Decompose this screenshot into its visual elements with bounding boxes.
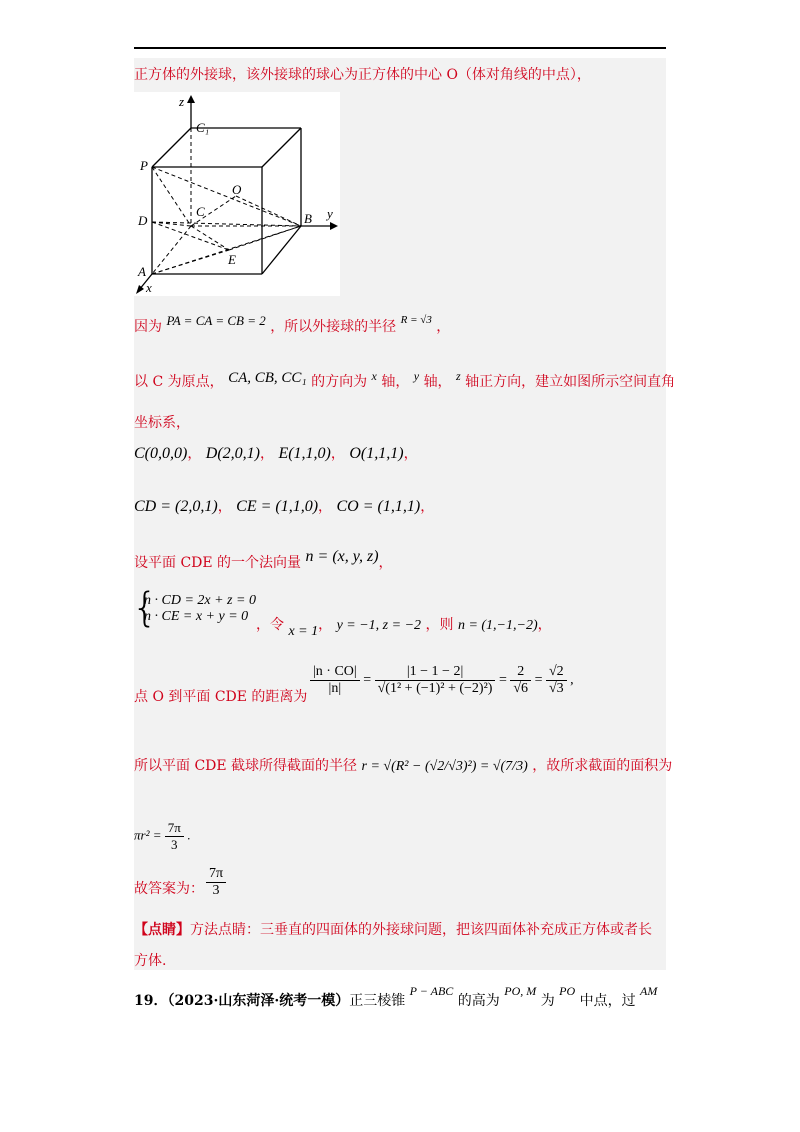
because-line [134, 313, 451, 336]
label-B: B [304, 211, 312, 226]
q19-text3: 为 [540, 993, 555, 1009]
origin-mid1: 的方向为 [311, 374, 368, 390]
dist-num2: |1 − 1 − 2| [375, 664, 496, 681]
origin-line [134, 371, 675, 391]
answer-den: 3 [212, 883, 220, 898]
dist-den4: √3 [548, 681, 564, 696]
intro-text: 正方体的外接球，该外接球的球心为正方体的中心 O（体对角线的中点）， [134, 67, 591, 83]
area-left: πr² = [134, 827, 162, 843]
origin-mid2: 轴， [381, 374, 410, 390]
label-C1: C₁ [196, 120, 210, 135]
because-math: PA = CA = CB = 2 [166, 313, 266, 328]
axis-vectors: CA, CB, CC₁ [228, 370, 307, 386]
area-num: 7π [165, 820, 184, 837]
q19-text2: 的高为 [457, 993, 500, 1009]
dist-den1: |n| [328, 681, 342, 696]
section-math: r = √(R² − (√2/√3)²) = √(7/3) [361, 759, 528, 774]
q19-source: （2023·山东菏泽·统考一模） [167, 993, 350, 1009]
system-tail: ，令 x = 1， y = −1, z = −2 ，则 n = (1,−1,−2)， [256, 617, 552, 639]
section-line [134, 755, 672, 775]
q19-text4: 中点，过 [579, 993, 636, 1009]
tip-line2: 方体. [134, 953, 167, 969]
vector-CO: CO = (1,1,1) [336, 498, 421, 515]
point-O: O(1,1,1) [349, 445, 404, 462]
system-line2: n · CE = x + y = 0 [144, 609, 249, 624]
area-den: 3 [171, 837, 178, 852]
dist-num3: 2 [510, 664, 531, 681]
header-rule [134, 47, 666, 49]
vector-CE: CE = (1,1,0) [236, 498, 319, 515]
let-x: x = 1 [288, 624, 319, 639]
answer-value [206, 866, 226, 899]
point-C: C(0,0,0) [134, 445, 188, 462]
question-19 [134, 984, 658, 1010]
tip-tag: 【点睛】 [134, 922, 190, 938]
axis-z: z [456, 369, 461, 383]
normal-line: 设平面 CDE 的一个法向量 n = (x, y, z)， [134, 548, 393, 571]
normal-math: n = (x, y, z) [305, 548, 379, 565]
section-prefix: 所以平面 CDE 截球所得截面的半径 [134, 758, 358, 774]
section-suffix: ，故所求截面的面积为 [532, 758, 673, 774]
points-line: C(0,0,0)， D(2,0,1)， E(1,1,0)， O(1,1,1)， [134, 445, 418, 462]
equation-system: { n · CD = 2x + z = 0 n · CE = x + y = 0 [132, 585, 256, 631]
q19-m1: P − ABC [409, 984, 454, 998]
because-prefix: 因为 [134, 319, 162, 335]
system-line1: n · CD = 2x + z = 0 [144, 593, 256, 608]
because-end: ， [436, 319, 451, 335]
normal-result: n = (1,−1,−2) [457, 618, 538, 633]
label-O: O [232, 182, 242, 197]
vector-CD: CD = (2,0,1) [134, 498, 218, 515]
dist-den2: √(1² + (−1)² + (−2)²) [377, 681, 493, 696]
then-text: ，则 [425, 617, 454, 633]
label-D: D [138, 213, 148, 228]
y-z-values: y = −1, z = −2 [336, 618, 422, 633]
label-E: E [228, 252, 236, 267]
origin-mid3: 轴， [423, 374, 452, 390]
tip-text: 方法点睛：三垂直的四面体的外接球问题，把该四面体补充成正方体或者长 [190, 922, 652, 938]
q19-number: 19． [134, 993, 168, 1009]
label-z: z [179, 94, 185, 109]
origin-end: 轴正方向，建立如图所示空间直角 [465, 374, 676, 390]
dist-num4: √2 [546, 664, 567, 681]
cube-figure [134, 92, 340, 296]
q19-m4: AM [640, 984, 658, 998]
point-E: E(1,1,0) [278, 445, 331, 462]
area-formula: πr² = $\frac{7\pi}{3}$ . [134, 820, 191, 852]
point-D: D(2,0,1) [205, 445, 260, 462]
q19-text1: 正三棱锥 [349, 993, 406, 1009]
normal-prefix: 设平面 CDE 的一个法向量 [134, 555, 302, 571]
dist-num1: |n · CO| [310, 664, 360, 681]
q19-m3: PO [559, 984, 576, 998]
answer-num: 7π [206, 866, 226, 883]
let-text: ，令 [256, 617, 284, 633]
coord-line: 坐标系， [134, 415, 190, 431]
dist-den3: √6 [513, 681, 529, 696]
label-P: P [140, 158, 148, 173]
origin-prefix: 以 C 为原点， [134, 374, 224, 390]
distance-formula: $\frac{|n \cdot CO|}{|n|}$ = $\frac{|1 - 1 - 2|}{\text{√(1² + (−1)² + (−2)²)}}$ = $\frac{2}{√6}$ = $\frac{√2}{√3}$ , [310, 664, 574, 697]
q19-m2: PO, M [504, 984, 537, 998]
answer-line [134, 878, 204, 898]
label-C: C [196, 204, 205, 219]
tip-line [134, 919, 652, 939]
distance-prefix: 点 O 到平面 CDE 的距离为 [134, 689, 308, 705]
vectors-line: CD = (2,0,1)， CE = (1,1,0)， CO = (1,1,1)， [134, 498, 435, 515]
label-A: A [138, 264, 146, 279]
because-mid: ，所以外接球的半径 [270, 319, 397, 335]
label-x: x [146, 280, 152, 295]
label-y: y [327, 206, 333, 221]
answer-prefix: 故答案为： [134, 881, 204, 897]
radius-math: R = √3 [400, 314, 432, 326]
axis-x: x [371, 369, 377, 383]
axis-y: y [413, 369, 420, 383]
